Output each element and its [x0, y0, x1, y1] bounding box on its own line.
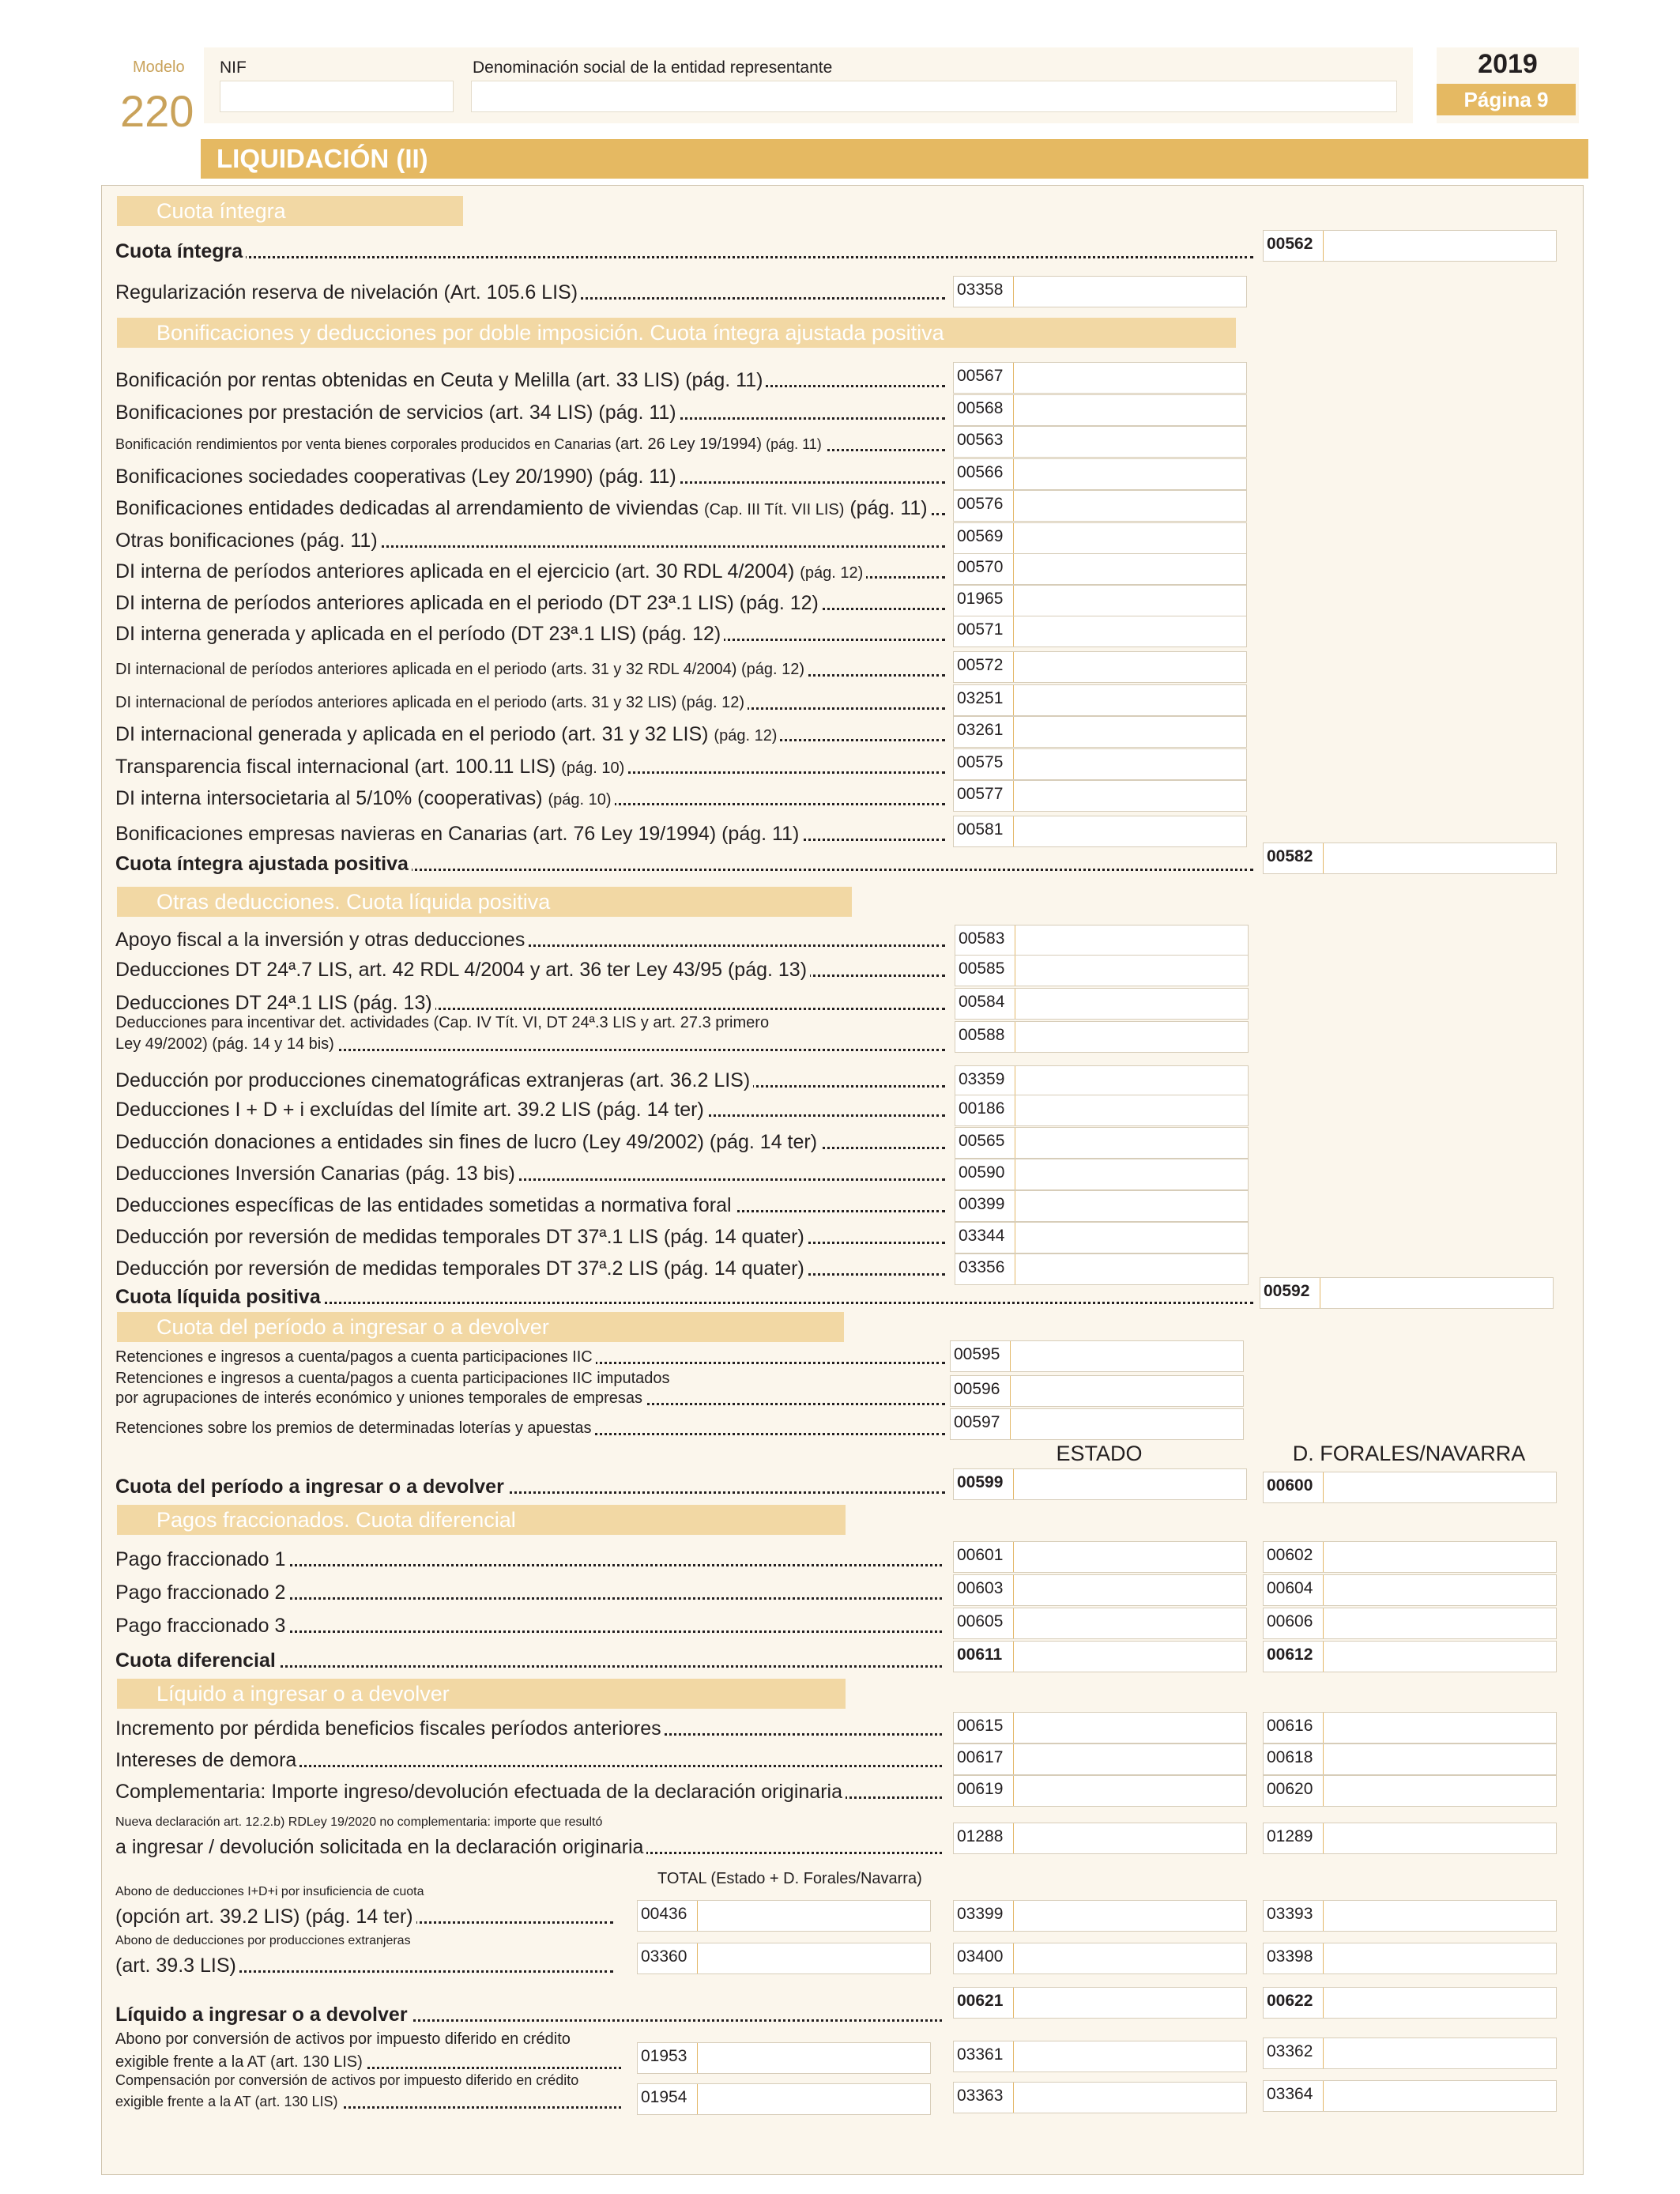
- row-label-text: [115, 1781, 846, 1803]
- amount-field[interactable]: [1263, 1641, 1557, 1672]
- box-code: 00621: [954, 1988, 1014, 2018]
- row-label-text: por agrupaciones de interés económico y uniones temporales de empresas: [115, 1389, 646, 1407]
- row-label-text: [115, 240, 246, 262]
- row-label-main: DI internacional de períodos anteriores aplicada en el periodo (arts. 31 y 32 RDL 4/2004) (pág. 12): [115, 661, 805, 678]
- row-label-main: Deducciones I + D + i excluídas del límite art. 39.2 LIS (pág. 14 ter): [115, 1099, 704, 1121]
- amount-field[interactable]: [953, 1574, 1247, 1606]
- amount-field[interactable]: [953, 684, 1247, 716]
- row-label-ref: (Cap. III Tít. VII LIS): [703, 501, 845, 518]
- amount-field[interactable]: [637, 1900, 931, 1932]
- box-code: 03360: [638, 1943, 698, 1973]
- row-label-main: Otras bonificaciones (pág. 11): [115, 530, 378, 552]
- row-label-page: (pág. 11): [766, 436, 822, 452]
- amount-field[interactable]: [953, 1775, 1247, 1807]
- amount-field[interactable]: [955, 1222, 1249, 1253]
- amount-field[interactable]: [637, 2083, 931, 2115]
- row-label-main: Deducciones Inversión Canarias (pág. 13 bis): [115, 1163, 515, 1185]
- row-label-text: [115, 560, 866, 582]
- amount-field[interactable]: [953, 1712, 1247, 1744]
- section-title: LIQUIDACIÓN (II): [201, 139, 1588, 179]
- row-label: [115, 529, 945, 552]
- amount-field[interactable]: [955, 1065, 1249, 1097]
- amount-field[interactable]: [953, 651, 1247, 683]
- row-label-line1: Abono de deducciones I+D+i por insuficiencia de cuota: [115, 1885, 424, 1898]
- row-label: [115, 1547, 942, 1571]
- box-code: 03393: [1264, 1901, 1324, 1931]
- row-label: [115, 991, 945, 1015]
- amount-field[interactable]: [955, 1095, 1249, 1126]
- row-label: [115, 1717, 942, 1740]
- box-code: 00622: [1264, 1988, 1324, 2018]
- leader-dots: [115, 256, 1253, 258]
- box-code: 03398: [1264, 1943, 1324, 1973]
- row-label: [115, 1193, 945, 1217]
- row-label-text: [115, 592, 822, 614]
- box-code: 00599: [954, 1469, 1014, 1499]
- row-label-line2: [115, 2090, 621, 2113]
- row-label: [115, 368, 945, 392]
- box-code: 00565: [955, 1128, 1015, 1158]
- amount-field[interactable]: [955, 1127, 1249, 1159]
- amount-field[interactable]: [953, 585, 1247, 616]
- box-code: 00568: [954, 395, 1014, 425]
- amount-field[interactable]: [1263, 2080, 1557, 2112]
- amount-field[interactable]: [953, 2082, 1247, 2113]
- box-code: 03344: [955, 1223, 1015, 1253]
- row-label-main: Bonificación rendimientos por venta bienes corporales producidos en Canarias: [115, 436, 612, 452]
- box-code: 00595: [951, 1341, 1011, 1371]
- row-label-text: exigible frente a la AT (art. 130 LIS): [115, 2053, 366, 2071]
- box-code: 00567: [954, 363, 1014, 393]
- row-label-text: [115, 1257, 808, 1280]
- row-label-text: [115, 369, 766, 391]
- box-code: 00584: [955, 989, 1015, 1019]
- row-label-main: DI interna intersocietaria al 5/10% (cooperativas): [115, 787, 543, 809]
- box-code: 03358: [954, 277, 1014, 307]
- amount-field[interactable]: [953, 1641, 1247, 1672]
- box-code: 00605: [954, 1608, 1014, 1638]
- row-label: [115, 432, 945, 456]
- box-code: 00597: [951, 1409, 1011, 1439]
- row-label-text: (opción art. 39.2 LIS) (pág. 14 ter): [115, 1906, 416, 1928]
- amount-field[interactable]: [953, 616, 1247, 647]
- box-code: 00399: [955, 1191, 1015, 1221]
- column-forales: D. FORALES/NAVARRA: [1292, 1442, 1526, 1465]
- box-code: 00596: [951, 1376, 1011, 1406]
- row-label: [115, 1416, 945, 1440]
- row-label-text: Ley 49/2002) (pág. 14 y 14 bis): [115, 1035, 337, 1053]
- amount-field[interactable]: [1263, 1574, 1557, 1606]
- amount-field[interactable]: [953, 780, 1247, 812]
- box-code: 00186: [955, 1095, 1015, 1125]
- row-label-text: [115, 1476, 507, 1498]
- row-label: [115, 691, 945, 714]
- row-label: [115, 852, 1253, 876]
- row-label-line1: Deducciones para incentivar det. actividades (Cap. IV Tít. VI, DT 24ª.3 LIS y art. 27.3 primero: [115, 1014, 770, 1031]
- row-label-text: [115, 787, 615, 809]
- row-label-line1: Nueva declaración art. 12.2.b) RDLey 19/2020 no complementaria: importe que resultó: [115, 1815, 603, 1829]
- row-label-line1: Compensación por conversión de activos por impuesto diferido en crédito: [115, 2072, 579, 2088]
- row-label-text: [115, 1717, 665, 1740]
- box-code: 00620: [1264, 1776, 1324, 1806]
- row-label: [115, 1285, 1253, 1309]
- box-code: 00603: [954, 1575, 1014, 1605]
- section-header: Líquido a ingresar o a devolver: [117, 1679, 846, 1709]
- amount-field[interactable]: [955, 1159, 1249, 1190]
- year: 2019: [1478, 49, 1538, 79]
- box-code: 00581: [954, 816, 1014, 846]
- box-code: 03364: [1264, 2081, 1324, 2111]
- row-label-text: [115, 1348, 596, 1366]
- row-label-text: [115, 1749, 299, 1771]
- box-code: 00615: [954, 1713, 1014, 1743]
- amount-field[interactable]: [1263, 1744, 1557, 1775]
- row-label-main: Deducciones DT 24ª.7 LIS, art. 42 RDL 4/2004 y art. 36 ter Ley 43/95 (pág. 13): [115, 959, 808, 981]
- box-code: 00602: [1264, 1542, 1324, 1572]
- row-label-line1: Abono por conversión de activos por impuesto diferido en crédito: [115, 2030, 571, 2048]
- row-label-text: [115, 1226, 808, 1248]
- row-label-main: Intereses de demora: [115, 1749, 297, 1771]
- row-label-text: [115, 1286, 324, 1308]
- box-code: 00563: [954, 427, 1014, 457]
- row-label-text: [115, 1419, 595, 1437]
- row-label-main: Complementaria: Importe ingreso/devolución efectuada de la declaración originaria: [115, 1781, 842, 1803]
- row-label-line1: Retenciones e ingresos a cuenta/pagos a cuenta participaciones IIC imputados: [115, 1370, 670, 1387]
- row-label: [115, 958, 945, 982]
- row-label-text: [115, 466, 680, 488]
- box-code: 00618: [1264, 1744, 1324, 1774]
- row-label-text: (art. 39.3 LIS): [115, 1955, 239, 1977]
- row-label-ref: (pág. 10): [561, 760, 625, 777]
- row-label-text: [115, 530, 381, 552]
- row-label-main: Líquido a ingresar o a devolver: [115, 2004, 408, 2026]
- amount-field[interactable]: [955, 1253, 1249, 1285]
- row-label: [115, 1780, 942, 1804]
- box-code: 00619: [954, 1776, 1014, 1806]
- row-label-main: Bonificaciones empresas navieras en Canarias (art. 76 Ley 19/1994) (pág. 11): [115, 823, 800, 845]
- box-code: 00617: [954, 1744, 1014, 1774]
- row-label: [115, 1475, 945, 1498]
- row-label-main: Cuota íntegra ajustada positiva: [115, 853, 409, 875]
- row-label-text: [115, 1649, 279, 1672]
- amount-field[interactable]: [1263, 1472, 1557, 1503]
- amount-field[interactable]: [950, 1340, 1244, 1372]
- row-label-main: DI internacional de períodos anteriores aplicada en el periodo (arts. 31 y 32 LIS) (pág. 12): [115, 694, 745, 711]
- amount-field[interactable]: [953, 1608, 1247, 1639]
- section-header: Cuota íntegra: [117, 196, 463, 226]
- box-code: 00606: [1264, 1608, 1324, 1638]
- row-label: [115, 1748, 942, 1772]
- row-label-main: Retenciones sobre los premios de determinadas loterías y apuestas: [115, 1419, 592, 1437]
- row-label: [115, 1130, 945, 1154]
- amount-field[interactable]: [953, 748, 1247, 780]
- row-label-main: Cuota diferencial: [115, 1649, 276, 1672]
- box-code: 03400: [954, 1943, 1014, 1973]
- modelo-number: 220: [120, 86, 194, 136]
- row-label: [115, 465, 945, 488]
- denominacion-label: Denominación social de la entidad representante: [473, 58, 833, 77]
- amount-field[interactable]: [953, 716, 1247, 748]
- amount-field[interactable]: [1263, 1823, 1557, 1854]
- box-code: 00590: [955, 1159, 1015, 1189]
- row-label-line2: [115, 1835, 942, 1859]
- box-code: 01288: [954, 1823, 1014, 1853]
- amount-field[interactable]: [637, 1943, 931, 1974]
- amount-field[interactable]: [953, 490, 1247, 522]
- row-label-text: [115, 853, 412, 875]
- box-code: 00571: [954, 616, 1014, 647]
- row-label-main: DI interna de períodos anteriores aplicada en el periodo (DT 23ª.1 LIS) (pág. 12): [115, 592, 819, 614]
- modelo-label: Modelo: [133, 58, 185, 76]
- box-code: 00566: [954, 459, 1014, 489]
- row-label-main: Pago fraccionado 2: [115, 1581, 286, 1604]
- amount-field[interactable]: [950, 1408, 1244, 1440]
- row-label: [115, 1225, 945, 1249]
- amount-field[interactable]: [953, 1987, 1247, 2019]
- row-label-text: [115, 623, 724, 645]
- box-code: 01289: [1264, 1823, 1324, 1853]
- amount-field[interactable]: [953, 1744, 1247, 1775]
- nif-field[interactable]: [220, 81, 454, 112]
- row-label-main: DI interna generada y aplicada en el período (DT 23ª.1 LIS) (pág. 12): [115, 623, 721, 645]
- box-code: 00612: [1264, 1642, 1324, 1672]
- row-label-text: [115, 436, 825, 452]
- amount-field[interactable]: [953, 276, 1247, 307]
- box-code: 00583: [955, 925, 1015, 956]
- amount-field[interactable]: [955, 988, 1249, 1020]
- box-code: 00582: [1264, 843, 1324, 873]
- amount-field[interactable]: [1263, 1987, 1557, 2019]
- column-total: TOTAL (Estado + D. Forales/Navarra): [657, 1870, 922, 1887]
- row-label: [115, 755, 945, 778]
- row-label-text: [115, 1069, 753, 1091]
- box-code: 01965: [954, 586, 1014, 616]
- box-code: 00569: [954, 523, 1014, 553]
- amount-field[interactable]: [637, 2042, 931, 2074]
- amount-field[interactable]: [1263, 1900, 1557, 1932]
- box-code: 03362: [1264, 2038, 1324, 2068]
- row-label-main: Transparencia fiscal internacional (art. 100.11 LIS): [115, 756, 556, 778]
- row-label-main: Pago fraccionado 3: [115, 1615, 286, 1637]
- box-code: 00576: [954, 491, 1014, 521]
- amount-field[interactable]: [1263, 1775, 1557, 1807]
- box-code: 03361: [954, 2041, 1014, 2071]
- row-label-text: [115, 992, 435, 1014]
- row-label-main: Deducción por producciones cinematográficas extranjeras (art. 36.2 LIS): [115, 1069, 751, 1091]
- row-label: [115, 281, 945, 304]
- row-label-line2: [115, 1905, 613, 1928]
- row-label-main: Deducciones específicas de las entidades sometidas a normativa foral: [115, 1194, 732, 1216]
- box-code: 03251: [954, 685, 1014, 715]
- amount-field[interactable]: [953, 522, 1247, 554]
- column-estado: ESTADO: [1056, 1442, 1143, 1465]
- row-label: [115, 2003, 942, 2026]
- row-label-text: [115, 694, 748, 711]
- box-code: 00588: [955, 1022, 1015, 1052]
- amount-field[interactable]: [1263, 843, 1557, 874]
- row-label: [115, 1614, 942, 1638]
- row-label-line2: [115, 1032, 945, 1056]
- row-label-main: Apoyo fiscal a la inversión y otras deducciones: [115, 929, 525, 951]
- row-label: [115, 1345, 945, 1369]
- row-label: [115, 591, 945, 615]
- row-label-main: Deducción por reversión de medidas temporales DT 37ª.1 LIS (pág. 14 quater): [115, 1226, 804, 1248]
- row-label-text: [115, 497, 931, 519]
- amount-field[interactable]: [953, 1823, 1247, 1854]
- row-label-line2: [115, 1954, 613, 1977]
- row-label: [115, 1581, 942, 1604]
- row-label-main: Retenciones e ingresos a cuenta/pagos a cuenta participaciones IIC: [115, 1348, 593, 1366]
- row-label: [115, 239, 1253, 263]
- amount-field[interactable]: [953, 1943, 1247, 1974]
- row-label-main: Bonificaciones por prestación de servicios (art. 34 LIS) (pág. 11): [115, 401, 676, 424]
- row-label: [115, 658, 945, 681]
- row-label-main: Regularización reserva de nivelación (Art. 105.6 LIS): [115, 281, 578, 303]
- nif-label: NIF: [220, 58, 247, 77]
- row-label-text: [115, 401, 680, 424]
- row-label: [115, 401, 945, 424]
- row-label-main: Pago fraccionado 1: [115, 1548, 286, 1570]
- row-label-main: Deducciones DT 24ª.1 LIS (pág. 13): [115, 992, 432, 1014]
- box-code: 03261: [954, 717, 1014, 747]
- denominacion-field[interactable]: [471, 81, 1397, 112]
- row-label-main: Cuota íntegra: [115, 240, 243, 262]
- row-label-text: [115, 281, 581, 303]
- amount-field[interactable]: [953, 1900, 1247, 1932]
- row-label: [115, 496, 945, 520]
- row-label-main: Deducción por reversión de medidas temporales DT 37ª.2 LIS (pág. 14 quater): [115, 1257, 804, 1280]
- row-label-ref: (art. 26 Ley 19/1994): [615, 435, 763, 453]
- box-code: 03359: [955, 1066, 1015, 1096]
- row-label-main: Bonificación por rentas obtenidas en Ceuta y Melilla (art. 33 LIS) (pág. 11): [115, 369, 763, 391]
- amount-field[interactable]: [953, 553, 1247, 585]
- row-label-text: [115, 1548, 288, 1570]
- row-label: [115, 786, 945, 810]
- amount-field[interactable]: [1263, 1712, 1557, 1744]
- amount-field[interactable]: [1263, 230, 1557, 262]
- section-header: Cuota del período a ingresar o a devolver: [117, 1312, 844, 1342]
- row-label-main: Deducción donaciones a entidades sin fines de lucro (Ley 49/2002) (pág. 14 ter): [115, 1131, 818, 1153]
- box-code: 00572: [954, 652, 1014, 682]
- row-label-ref: (pág. 12): [800, 564, 864, 582]
- section-header: Pagos fraccionados. Cuota diferencial: [117, 1505, 846, 1535]
- amount-field[interactable]: [1263, 1943, 1557, 1974]
- amount-field[interactable]: [955, 1021, 1249, 1053]
- row-label-text: exigible frente a la AT (art. 130 LIS): [115, 2094, 341, 2109]
- row-label-main: DI interna de períodos anteriores aplicada en el ejercicio (art. 30 RDL 4/2004): [115, 560, 795, 582]
- box-code: 00600: [1264, 1472, 1324, 1502]
- row-label-main: DI internacional generada y aplicada en el periodo (art. 31 y 32 LIS): [115, 723, 709, 745]
- page-number: Página 9: [1437, 84, 1576, 115]
- amount-field[interactable]: [955, 925, 1249, 956]
- row-label-text: [115, 756, 627, 778]
- row-label-text: [115, 1194, 735, 1216]
- box-code: 03356: [955, 1254, 1015, 1284]
- row-label: [115, 560, 945, 583]
- amount-field[interactable]: [953, 816, 1247, 847]
- row-label-text: [115, 1131, 820, 1153]
- row-label-main: Incremento por pérdida beneficios fiscales períodos anteriores: [115, 1717, 661, 1740]
- row-label-text: a ingresar / devolución solicitada en la declaración originaria: [115, 1836, 646, 1858]
- box-code: 00577: [954, 781, 1014, 811]
- box-code: 01954: [638, 2084, 698, 2114]
- amount-field[interactable]: [953, 2041, 1247, 2072]
- amount-field[interactable]: [953, 362, 1247, 394]
- row-label-ref: (pág. 10): [548, 791, 612, 809]
- amount-field[interactable]: [953, 1541, 1247, 1573]
- row-label-text: [115, 959, 810, 981]
- amount-field[interactable]: [955, 1190, 1249, 1222]
- box-code: 00616: [1264, 1713, 1324, 1743]
- amount-field[interactable]: [955, 955, 1249, 986]
- row-label-text: [115, 823, 802, 845]
- row-label-text: [115, 929, 528, 951]
- row-label: [115, 622, 945, 646]
- row-label-text: [115, 1099, 707, 1121]
- row-label-text: [115, 1163, 518, 1185]
- amount-field[interactable]: [1260, 1277, 1554, 1309]
- row-label-text: [115, 1615, 288, 1637]
- box-code: 00611: [954, 1642, 1014, 1672]
- box-code: 01953: [638, 2043, 698, 2073]
- box-code: 00604: [1264, 1575, 1324, 1605]
- box-code: 00592: [1260, 1278, 1320, 1308]
- row-label-main: Bonificaciones entidades dedicadas al arrendamiento de viviendas: [115, 497, 699, 519]
- row-label-line2: [115, 1386, 945, 1410]
- amount-field[interactable]: [953, 1468, 1247, 1500]
- row-label: [115, 1162, 945, 1186]
- box-code: 00585: [955, 956, 1015, 986]
- box-code: 00562: [1264, 231, 1324, 261]
- row-label-main: Cuota del período a ingresar o a devolver: [115, 1476, 504, 1498]
- row-label-text: [115, 1581, 288, 1604]
- box-code: 03399: [954, 1901, 1014, 1931]
- amount-field[interactable]: [1263, 2038, 1557, 2069]
- amount-field[interactable]: [950, 1375, 1244, 1407]
- amount-field[interactable]: [1263, 1608, 1557, 1639]
- row-label-main: Bonificaciones sociedades cooperativas (Ley 20/1990) (pág. 11): [115, 466, 676, 488]
- row-label-ref: (pág. 12): [714, 727, 778, 745]
- amount-field[interactable]: [1263, 1541, 1557, 1573]
- row-label-line1: Abono de deducciones por producciones extranjeras: [115, 1934, 411, 1947]
- row-label-text: [115, 661, 808, 678]
- row-label: [115, 1257, 945, 1280]
- row-label: [115, 1098, 945, 1122]
- row-label-text: [115, 2004, 411, 2026]
- row-label-text: [115, 723, 780, 745]
- amount-field[interactable]: [953, 458, 1247, 490]
- row-label: [115, 722, 945, 746]
- row-label: [115, 822, 945, 846]
- box-code: 00436: [638, 1901, 698, 1931]
- row-label: [115, 1649, 942, 1672]
- box-code: 03363: [954, 2083, 1014, 2113]
- box-code: 00575: [954, 749, 1014, 779]
- row-label-main: Cuota líquida positiva: [115, 1286, 321, 1308]
- box-code: 00601: [954, 1542, 1014, 1572]
- section-header: Otras deducciones. Cuota líquida positiva: [117, 887, 852, 917]
- section-header: Bonificaciones y deducciones por doble imposición. Cuota íntegra ajustada positiva: [117, 318, 1236, 348]
- row-label: [115, 1069, 945, 1092]
- row-label: [115, 928, 945, 952]
- amount-field[interactable]: [953, 394, 1247, 426]
- amount-field[interactable]: [953, 426, 1247, 458]
- row-label-page: (pág. 11): [849, 497, 928, 519]
- box-code: 00570: [954, 554, 1014, 584]
